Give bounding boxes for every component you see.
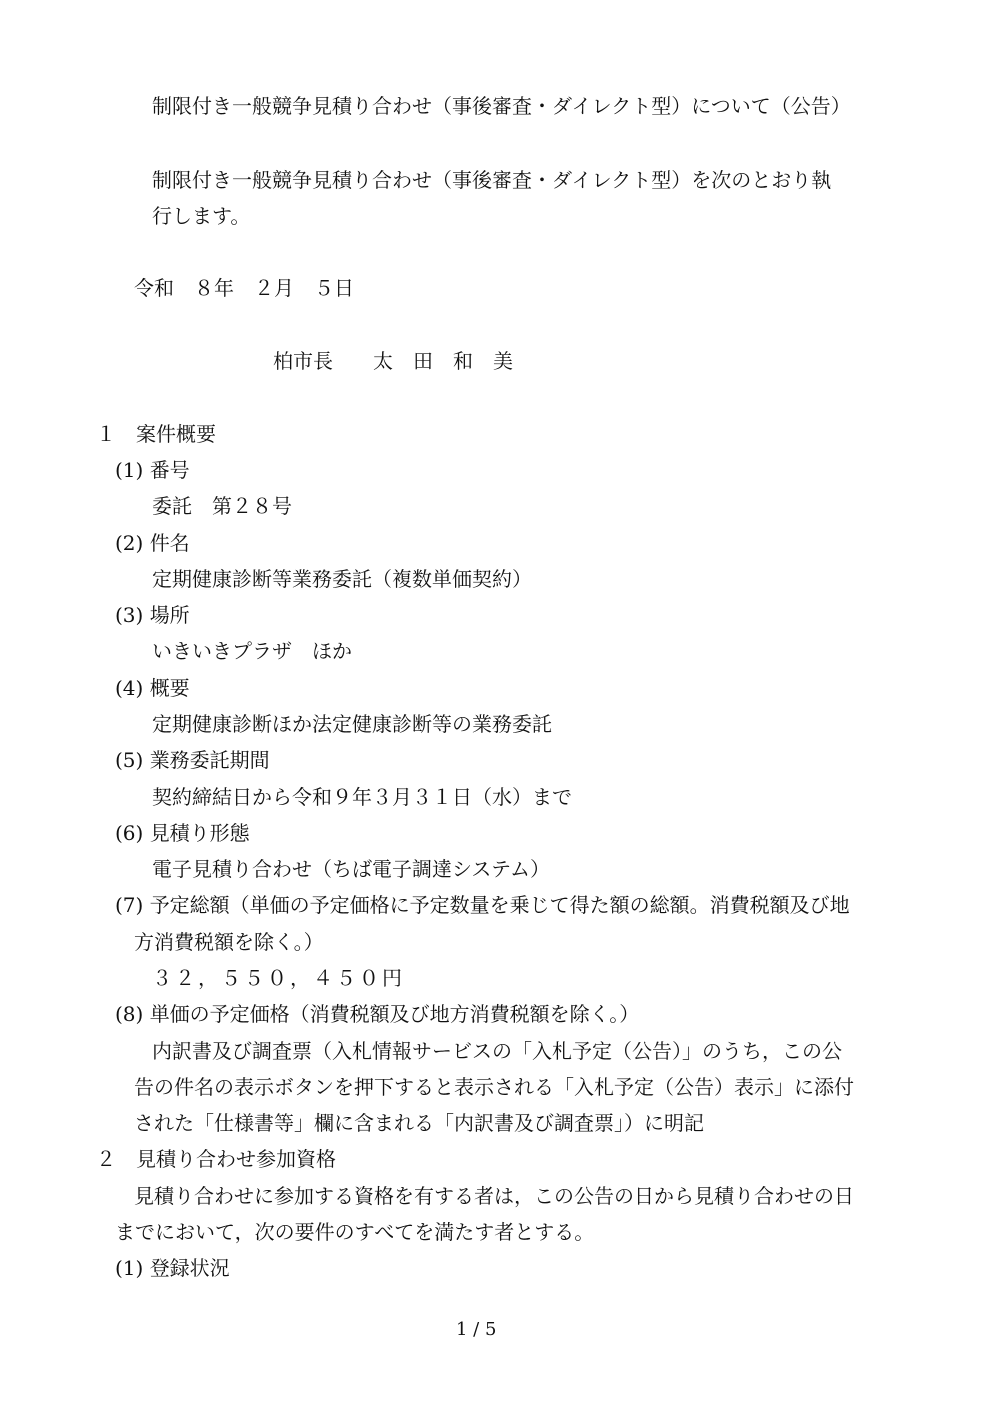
section-2-paragraph-line-2: までにおいて，次の要件のすべてを満たす者とする。 xyxy=(115,1220,595,1244)
item-6-value: 電子見積り合わせ（ちば電子調達システム） xyxy=(152,857,550,881)
item-8-value-line-2: 告の件名の表示ボタンを押下すると表示される「入札予定（公告）表示」に添付 xyxy=(134,1075,854,1099)
section-2-heading: ２ 見積り合わせ参加資格 xyxy=(96,1147,336,1171)
item-7-value: ３２，５５０，４５０円 xyxy=(152,966,405,990)
page-number: 1 / 5 xyxy=(456,1319,497,1340)
item-8-value-line-3: された「仕様書等」欄に含まれる「内訳書及び調査票」）に明記 xyxy=(134,1111,704,1135)
item-2-label: (2) 件名 xyxy=(115,531,190,555)
item-5-label: (5) 業務委託期間 xyxy=(115,748,270,772)
item-8-label: (8) 単価の予定価格（消費税額及び地方消費税額を除く。） xyxy=(115,1002,640,1026)
item-1-label: (1) 番号 xyxy=(115,458,190,482)
item-4-label: (4) 概要 xyxy=(115,676,190,700)
section-2-paragraph-line-1: 見積り合わせに参加する資格を有する者は，この公告の日から見積り合わせの日 xyxy=(134,1184,854,1208)
intro-line-2: 行します。 xyxy=(152,204,251,228)
item-4-value: 定期健康診断ほか法定健康診断等の業務委託 xyxy=(152,712,552,736)
item-5-value: 契約締結日から令和９年３月３１日（水）まで xyxy=(152,785,572,809)
item-8-value-line-1: 内訳書及び調査票（入札情報サービスの「入札予定（公告）」のうち，この公 xyxy=(152,1039,842,1063)
item-7-label-continued: 方消費税額を除く。） xyxy=(134,930,324,954)
notice-date: 令和 ８年 ２月 ５日 xyxy=(134,276,354,300)
issuer: 柏市長 太 田 和 美 xyxy=(273,349,513,373)
item-3-label: (3) 場所 xyxy=(115,603,190,627)
item-6-label: (6) 見積り形態 xyxy=(115,821,250,845)
item-2-value: 定期健康診断等業務委託（複数単価契約） xyxy=(152,567,532,591)
notice-title: 制限付き一般競争見積り合わせ（事後審査・ダイレクト型）について（公告） xyxy=(152,94,851,118)
item-3-value: いきいきプラザ ほか xyxy=(152,639,352,663)
item-1-value: 委託 第２８号 xyxy=(152,494,292,518)
section-2-item-1-label: (1) 登録状況 xyxy=(115,1256,230,1280)
intro-line-1: 制限付き一般競争見積り合わせ（事後審査・ダイレクト型）を次のとおり執 xyxy=(152,168,832,192)
section-1-heading: １ 案件概要 xyxy=(96,422,216,446)
item-7-label: (7) 予定総額（単価の予定価格に予定数量を乗じて得た額の総額。消費税額及び地 xyxy=(115,893,850,917)
